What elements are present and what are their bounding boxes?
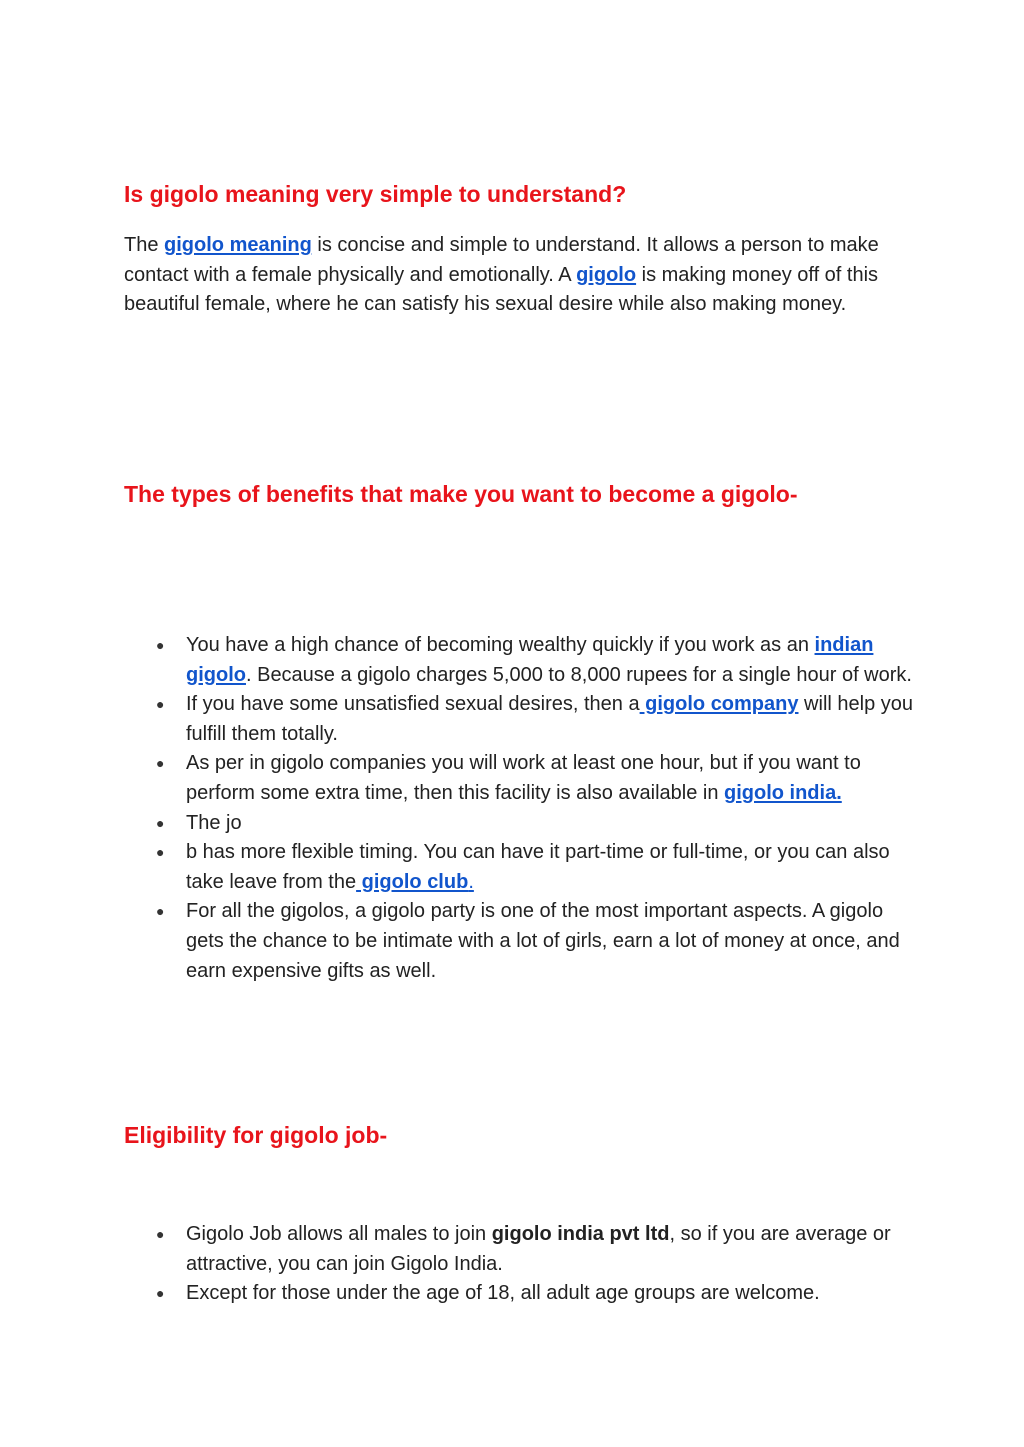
list-item <box>124 631 914 690</box>
link-gigolo-meaning[interactable]: gigolo meaning <box>164 234 312 256</box>
heading-benefits: The types of benefits that make you want to become a gigolo- <box>124 481 798 507</box>
list-item <box>124 809 914 839</box>
link-gigolo-company[interactable]: gigolo company <box>639 693 799 716</box>
list-item-text: The jo <box>186 811 242 834</box>
list-item-text: If you have some unsatisfied sexual desires, then a <box>186 693 640 716</box>
heading-eligibility: Eligibility for gigolo job- <box>124 1122 388 1148</box>
list-item-text: For all the gigolos, a gigolo party is one of the most important aspects. A gigolo gets the chance to be intimate with a lot of girls, earn a lot of money at once, and earn expensive gifts as well. <box>186 900 900 982</box>
paragraph-text: The <box>124 234 165 256</box>
link-gigolo-club[interactable]: gigolo club <box>356 870 469 893</box>
list-item-text: . Because a gigolo charges 5,000 to 8,000 rupees for a single hour of work. <box>245 663 912 686</box>
paragraph-text: is concise and simple to understand. It allows a person to make contact with a female physically and emotionally. A <box>124 234 879 286</box>
list-item-text: Except for those under the age of 18, all adult age groups are welcome. <box>186 1282 820 1305</box>
bullet-icon: ● <box>156 814 165 831</box>
link-gigolo-club-period[interactable]: . <box>468 870 474 893</box>
bullet-icon: ● <box>156 903 165 920</box>
benefits-list <box>124 631 914 986</box>
bullet-icon: ● <box>156 844 165 861</box>
paragraph-gigolo-meaning <box>124 231 909 320</box>
list-item-text: b has more flexible timing. You can have it part-time or full-time, or you can also take leave from the <box>186 841 890 893</box>
list-item <box>124 1279 914 1309</box>
list-item-text: As per in gigolo companies you will work at least one hour, but if you want to perform some extra time, then this facility is also available in <box>186 752 861 804</box>
list-item-text: , so if you are average or attractive, you can join Gigolo India. <box>186 1223 891 1275</box>
list-item-text: will help you fulfill them totally. <box>186 693 914 745</box>
list-item <box>124 897 914 986</box>
bullet-icon: ● <box>156 696 165 713</box>
company-name: gigolo india pvt ltd <box>491 1223 670 1245</box>
bullet-icon: ● <box>156 637 165 653</box>
heading-gigolo-meaning: Is gigolo meaning very simple to understand? <box>124 181 627 207</box>
link-indian-gigolo[interactable]: indian gigolo <box>186 634 874 686</box>
bullet-icon: ● <box>156 1285 165 1302</box>
list-item <box>124 1220 914 1279</box>
link-gigolo[interactable]: gigolo <box>576 263 637 286</box>
bullet-icon: ● <box>156 755 165 772</box>
link-gigolo-india[interactable]: gigolo india. <box>724 781 842 804</box>
list-item <box>124 690 914 749</box>
list-item <box>124 838 914 897</box>
paragraph-text: is making money off of this beautiful female, where he can satisfy his sexual desire while also making money. <box>124 263 879 316</box>
list-item-text: Gigolo Job allows all males to join <box>186 1223 492 1245</box>
list-item <box>124 749 914 808</box>
eligibility-list <box>124 1220 914 1309</box>
list-item-text: You have a high chance of becoming wealthy quickly if you work as an <box>186 634 815 656</box>
bullet-icon: ● <box>156 1226 165 1242</box>
